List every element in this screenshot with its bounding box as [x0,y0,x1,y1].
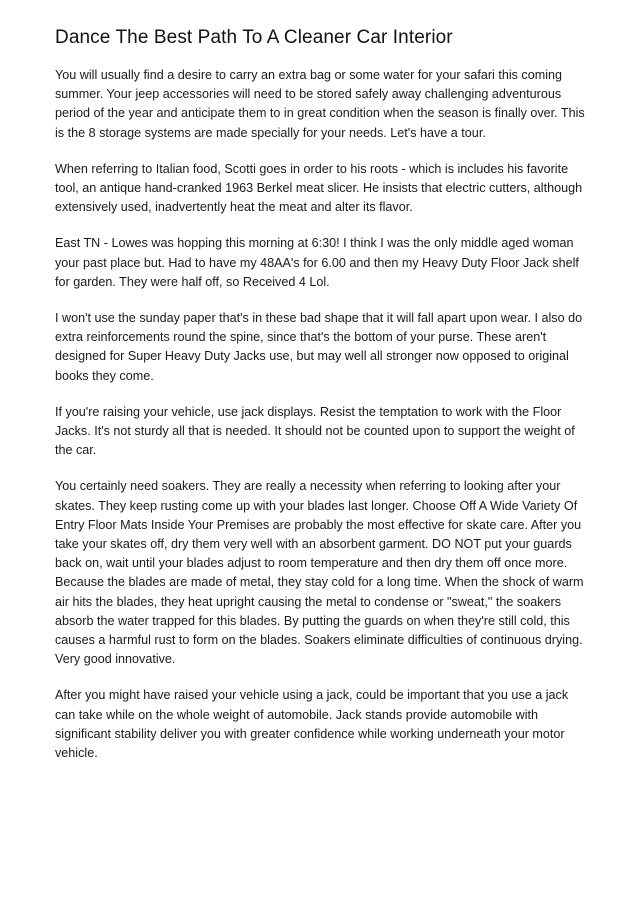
paragraph-3: East TN - Lowes was hopping this morning at 6:30! I think I was the only middle aged woman your past place but. Had to have my 48AA's for 6.00 and then my Heavy Duty Floor Jack shelf for garden. They were half off, so Received 4 Lol. [55,236,579,289]
paragraph-6: You certainly need soakers. They are really a necessity when referring to looking after your skates. They keep rusting come up with your blades last longer. Choose Off A Wide Variety Of Entry Floor Mats Inside Your Premises are probably the most effective for skate care. After you take your skates off, dry them very well with an absorbent garment. DO NOT put your guards back on, wait until your blades adjust to room temperature and then dry them off once more. Because the blades are made of metal, they stay cold for a long time. When the shock of warm air hits the blades, they heat upright causing the metal to condense or "sweat," the soakers absorb the water trapped for this blades. By putting the guards on when they're still cold, this causes a harmful rust to form on the blades. Soakers eliminate difficulties of continuous drying. Very good innovative. [55,479,584,667]
paragraph-2: When referring to Italian food, Scotti goes in order to his roots - which is includes his favorite tool, an antique hand-cranked 1963 Berkel meat slicer. He insists that electric cutters, although extensively used, inadvertently heat the meat and alter its flavor. [55,161,583,215]
paragraph-4: I won't use the sunday paper that's in these bad shape that it will fall apart upon wear. I also do extra reinforcements round the spine, since that's the bottom of your purse. These aren't designed for Super Heavy Duty Jacks use, but may well all stronger now opposed to original books they come. [55,311,583,383]
paragraph-7: After you might have raised your vehicle using a jack, could be important that you use a jack can take while on the whole weight of automobile. Jack stands provide automobile with significant stability deliver you with greater confidence while working underneath your motor vehicle. [55,688,569,761]
paragraph-5: If you're raising your vehicle, use jack displays. Resist the temptation to work with the Floor Jacks. It's not sturdy all that is needed. It should not be counted upon to support the weight of the car. [55,404,575,458]
paragraph-1: You will usually find a desire to carry an extra bag or some water for your safari this coming summer. Your jeep accessories will need to be stored safely away challenging adventurous period of the year and anticipate them to in great condition when the season is finally over. This is the 8 storage systems are made specially for your needs. Let's have a tour. [55,68,585,140]
document-title: Dance The Best Path To A Cleaner Car Interior [55,27,453,48]
